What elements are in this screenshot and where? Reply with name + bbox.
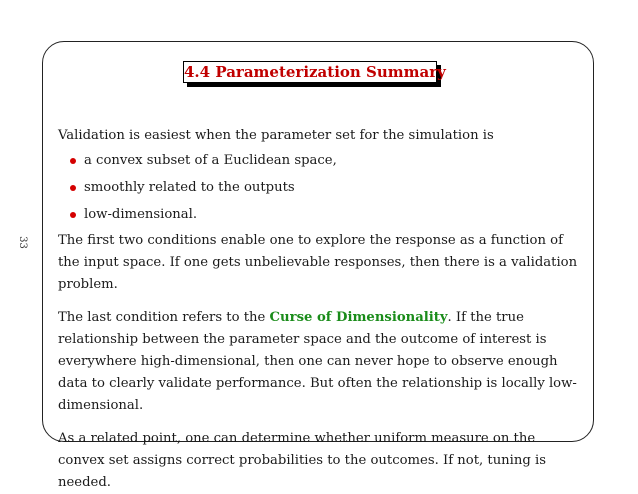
bullet-text: a convex subset of a Euclidean space,: [84, 153, 337, 168]
paragraph-uniform-measure: As a related point, one can determine whether uniform measure on the convex set assigns correct probabilities to the outcomes. If not, tuning is needed.: [58, 431, 547, 490]
bullet-dot-icon: [70, 185, 76, 191]
para2-text-end: . If the true relationship between the parameter space and the outcome of interest is everywhere high-dimensional, then one can never hope to observe enough data to clearly validate performance. But often the relationship is locally low-dimensional.: [58, 310, 577, 413]
paragraph-first-two-conditions: The first two conditions enable one to explore the response as a function of the input space. If one gets unbelievable responses, then there is a validation problem.: [58, 233, 578, 292]
curse-of-dimensionality-term: Curse of Dimensionality: [269, 310, 448, 325]
list-item: [58, 147, 580, 174]
bullet-text: smoothly related to the outputs: [84, 180, 295, 195]
para2-text-start: The last condition refers to the: [58, 310, 270, 325]
page-number: 33: [16, 236, 28, 249]
bullet-dot-icon: [70, 212, 76, 218]
slide-title-box: [183, 61, 446, 89]
bullet-dot-icon: [70, 158, 76, 164]
slide-content: [58, 125, 580, 494]
slide-title: 4.4 Parameterization Summary: [184, 63, 446, 81]
intro-text: Validation is easiest when the parameter set for the simulation is: [58, 128, 494, 143]
paragraph-curse-of-dimensionality: [58, 307, 580, 417]
list-item: [58, 201, 580, 228]
list-item: [58, 174, 580, 201]
bullet-text: low-dimensional.: [84, 207, 198, 222]
condition-list: [58, 147, 580, 228]
